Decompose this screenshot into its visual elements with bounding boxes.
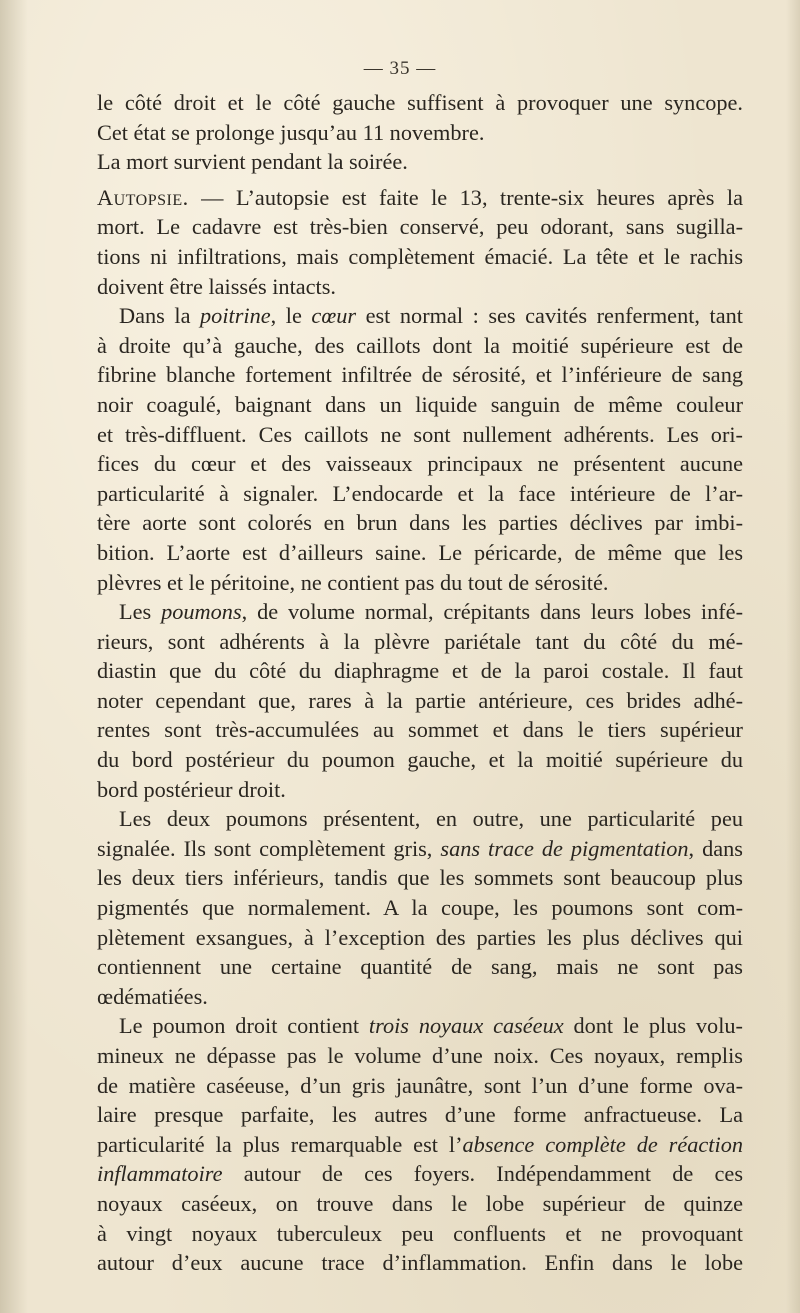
text-line: le côté droit et le côté gauche suffisent à provoquer une syncope. (97, 90, 743, 115)
text-line: et très-diffluent. Ces caillots ne sont nullement adhérents. Les ori- (97, 421, 743, 447)
line-text: , de volume normal, crépitants dans leurs lobes infé- (241, 599, 743, 625)
italic-term: trois noyaux caséeux (368, 1013, 564, 1039)
line-text: Les (119, 599, 162, 625)
italic-term: poumons (161, 599, 242, 625)
line-text: dont le plus volu- (563, 1013, 743, 1039)
text-line (97, 183, 743, 213)
text-line: à droite qu’à gauche, des caillots dont la moitié supérieure est de (97, 332, 743, 358)
line-text: est normal : ses cavités renferment, tant (356, 303, 743, 329)
line-text: — L’autopsie est faite le 13, trente-six heures après la (188, 184, 743, 210)
text-line: bord postérieur droit. (97, 776, 286, 802)
text-line: fices du cœur et des vaisseaux principaux ne présentent aucune (97, 451, 743, 477)
page-edge-shadow (786, 0, 800, 1313)
line-text: particularité la plus remarquable est l’ (97, 1131, 463, 1157)
italic-term: absence complète de réaction (462, 1131, 743, 1157)
text-line: autour d’eux aucune trace d’inflammation. Enfin dans le lobe (97, 1250, 743, 1276)
text-line: plèvres et le péritoine, ne contient pas du tout de sérosité. (97, 569, 609, 595)
text-line: fibrine blanche fortement infiltrée de sérosité, et l’inférieure de sang (97, 362, 743, 388)
text-line: doivent être laissés intacts. (97, 273, 337, 299)
section-heading: Autopsie. (97, 184, 189, 210)
text-line: de matière caséeuse, d’un gris jaunâtre, sont l’un d’une forme ova- (97, 1072, 743, 1098)
text-line: les deux tiers inférieurs, tandis que les sommets sont beaucoup plus (97, 865, 743, 891)
text-line: tions ni infiltrations, mais complètement émacié. La tête et le rachis (97, 243, 743, 269)
page-number: — 35 — (363, 58, 437, 79)
text-line: diastin que du côté du diaphragme et de la paroi costale. Il faut (97, 658, 743, 684)
text-line: La mort survient pendant la soirée. (97, 149, 408, 175)
text-line: Cet état se prolonge jusqu’au 11 novembre. (97, 119, 485, 145)
line-text: autour de ces foyers. Indépendamment de ces (222, 1161, 743, 1187)
text-line (97, 834, 743, 864)
text-line: contiennent une certaine quantité de sang, mais ne sont pas (97, 954, 743, 980)
text-line: noyaux caséeux, on trouve dans le lobe supérieur de quinze (97, 1190, 743, 1216)
text-line: mort. Le cadavre est très-bien conservé, peu odorant, sans sugilla- (97, 214, 743, 240)
text-line: tère aorte sont colorés en brun dans les parties déclives par imbi- (97, 510, 743, 536)
text-line: noir coagulé, baignant dans un liquide sanguin de même couleur (97, 391, 743, 417)
line-text: , le (270, 303, 312, 329)
text-line: rentes sont très-accumulées au sommet et dans le tiers supérieur (97, 717, 743, 743)
text-line (97, 1130, 743, 1160)
italic-term: poitrine (200, 303, 271, 329)
text-line: rieurs, sont adhérents à la plèvre pariétale tant du côté du mé- (97, 628, 743, 654)
line-text: signalée. Ils sont complètement gris, (97, 835, 441, 861)
text-line: particularité à signaler. L’endocarde et la face intérieure de l’ar- (97, 480, 743, 506)
text-line: plètement exsangues, à l’exception des parties les plus déclives qui (97, 924, 743, 950)
text-line: œdématiées. (97, 983, 208, 1009)
text-line (97, 1159, 743, 1189)
text-line: mineux ne dépasse pas le volume d’une noix. Ces noyaux, remplis (97, 1043, 743, 1068)
text-line: du bord postérieur du poumon gauche, et la moitié supérieure du (97, 747, 743, 773)
line-text: , dans (688, 835, 743, 861)
text-line: noter cependant que, rares à la partie antérieure, ces brides adhé- (97, 687, 743, 713)
line-text: Dans la (119, 303, 201, 329)
text-line: pigmentés que normalement. A la coupe, les poumons sont com- (97, 895, 743, 921)
text-line: bition. L’aorte est d’ailleurs saine. Le péricarde, de même que les (97, 539, 743, 565)
text-line: à vingt noyaux tuberculeux peu confluents et ne provoquant (97, 1220, 743, 1246)
text-line: Les deux poumons présentent, en outre, une particularité peu (119, 806, 743, 832)
italic-term: inflammatoire (97, 1161, 223, 1187)
body-text (97, 88, 743, 1278)
italic-term: sans trace de pigmentation (440, 835, 689, 861)
italic-term: cœur (311, 303, 357, 329)
text-line (97, 301, 743, 331)
text-line (97, 597, 743, 627)
page-gutter-shadow (0, 0, 28, 1313)
text-line (97, 1011, 743, 1041)
text-line: laire presque parfaite, les autres d’une forme anfractueuse. La (97, 1102, 743, 1128)
line-text: Le poumon droit contient (119, 1013, 369, 1039)
